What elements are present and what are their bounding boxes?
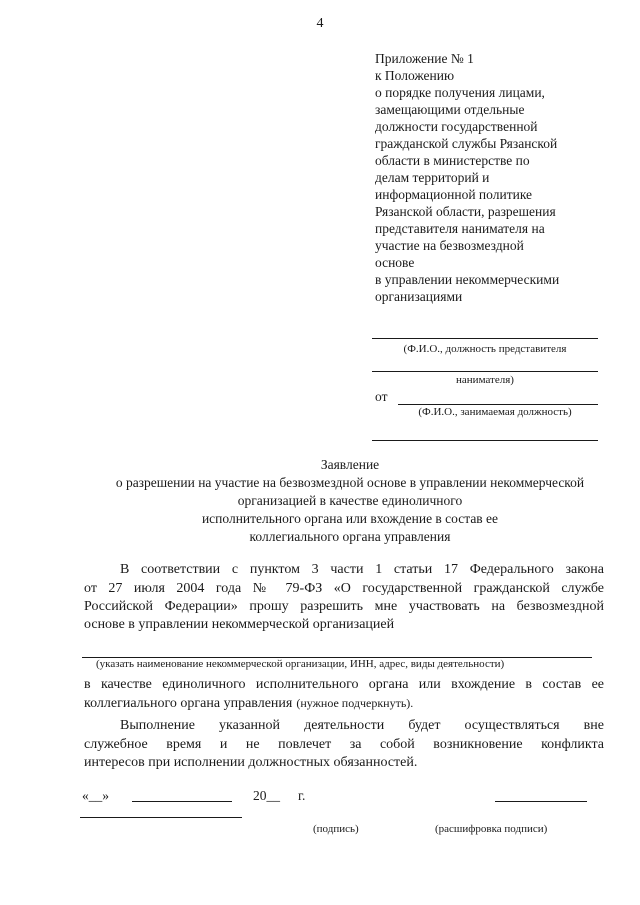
date-month-line xyxy=(132,801,232,802)
addressee-hint-3: (Ф.И.О., занимаемая должность) xyxy=(418,406,572,418)
date-day: «__» xyxy=(82,788,109,803)
appendix-line: участие на безвозмездной xyxy=(375,238,524,253)
paragraph-2-note: (нужное подчеркнуть). xyxy=(296,696,414,710)
appendix-header xyxy=(375,50,625,305)
page-number: 4 xyxy=(316,16,324,31)
statement-subtitle-line: коллегиального органа управления xyxy=(249,529,451,544)
appendix-line: Приложение № 1 xyxy=(375,51,474,66)
statement-title xyxy=(0,456,640,546)
appendix-line: замещающими отдельные xyxy=(375,102,525,117)
paragraph-2-line xyxy=(84,694,413,714)
addressee-line-2 xyxy=(372,371,598,372)
appendix-line: о порядке получения лицами, xyxy=(375,85,545,100)
paragraph-3-line: Выполнение указанной деятельности будет осуществляться вне xyxy=(120,718,604,733)
signature-line xyxy=(80,817,242,818)
statement-heading: Заявление xyxy=(320,457,380,472)
addressee-hint-1: (Ф.И.О., должность представителя xyxy=(403,343,567,355)
org-name-hint: (указать наименование некоммерческой организации, ИНН, адрес, виды деятельности) xyxy=(96,658,505,670)
appendix-line: информационной политике xyxy=(375,187,533,202)
addressee-hint-2: нанимателя) xyxy=(456,374,514,386)
paragraph-2-text: коллегиального органа управления xyxy=(84,696,293,711)
from-line xyxy=(398,404,598,405)
paragraph-1-line: основе в управлении некоммерческой организацией xyxy=(84,617,395,632)
paragraph-1-line: Российской Федерации» прошу разрешить мне участвовать на безвозмездной xyxy=(84,599,604,614)
statement-subtitle-line: исполнительного органа или вхождение в состав ее xyxy=(201,511,499,526)
decode-line xyxy=(495,801,587,802)
statement-subtitle-line: организацией в качестве единоличного xyxy=(237,493,463,508)
addressee-line-1 xyxy=(372,338,598,339)
addressee-line-3 xyxy=(372,440,598,441)
appendix-line: организациями xyxy=(375,289,463,304)
paragraph-1-line: от 27 июля 2004 года № 79-ФЗ «О государственной гражданской службе xyxy=(84,581,604,596)
appendix-line: представителя нанимателя на xyxy=(375,221,545,236)
appendix-line: основе xyxy=(375,255,415,270)
appendix-line: должности государственной xyxy=(375,119,538,134)
appendix-line: гражданской службы Рязанской xyxy=(375,136,558,151)
appendix-line: Рязанской области, разрешения xyxy=(375,204,556,219)
paragraph-3-line: интересов при исполнении должностных обязанностей. xyxy=(84,755,418,770)
appendix-line: области в министерстве по xyxy=(375,153,530,168)
decode-label: (расшифровка подписи) xyxy=(435,823,548,835)
appendix-line: в управлении некоммерческими xyxy=(375,272,560,287)
statement-subtitle-line: о разрешении на участие на безвозмездной основе в управлении некоммерческой xyxy=(115,475,585,490)
appendix-line: делам территорий и xyxy=(375,170,490,185)
signature-label: (подпись) xyxy=(313,823,359,835)
date-year: 20__ xyxy=(253,788,280,803)
paragraph-3-line: служебное время и не повлечет за собой возникновение конфликта xyxy=(84,737,604,752)
from-label: от xyxy=(375,389,388,404)
appendix-line: к Положению xyxy=(375,68,455,83)
date-year-suffix: г. xyxy=(298,788,306,803)
paragraph-1-line: В соответствии с пунктом 3 части 1 статьи 17 Федерального закона xyxy=(120,562,604,577)
paragraph-2-line: в качестве единоличного исполнительного органа или вхождение в состав ее xyxy=(84,677,604,692)
